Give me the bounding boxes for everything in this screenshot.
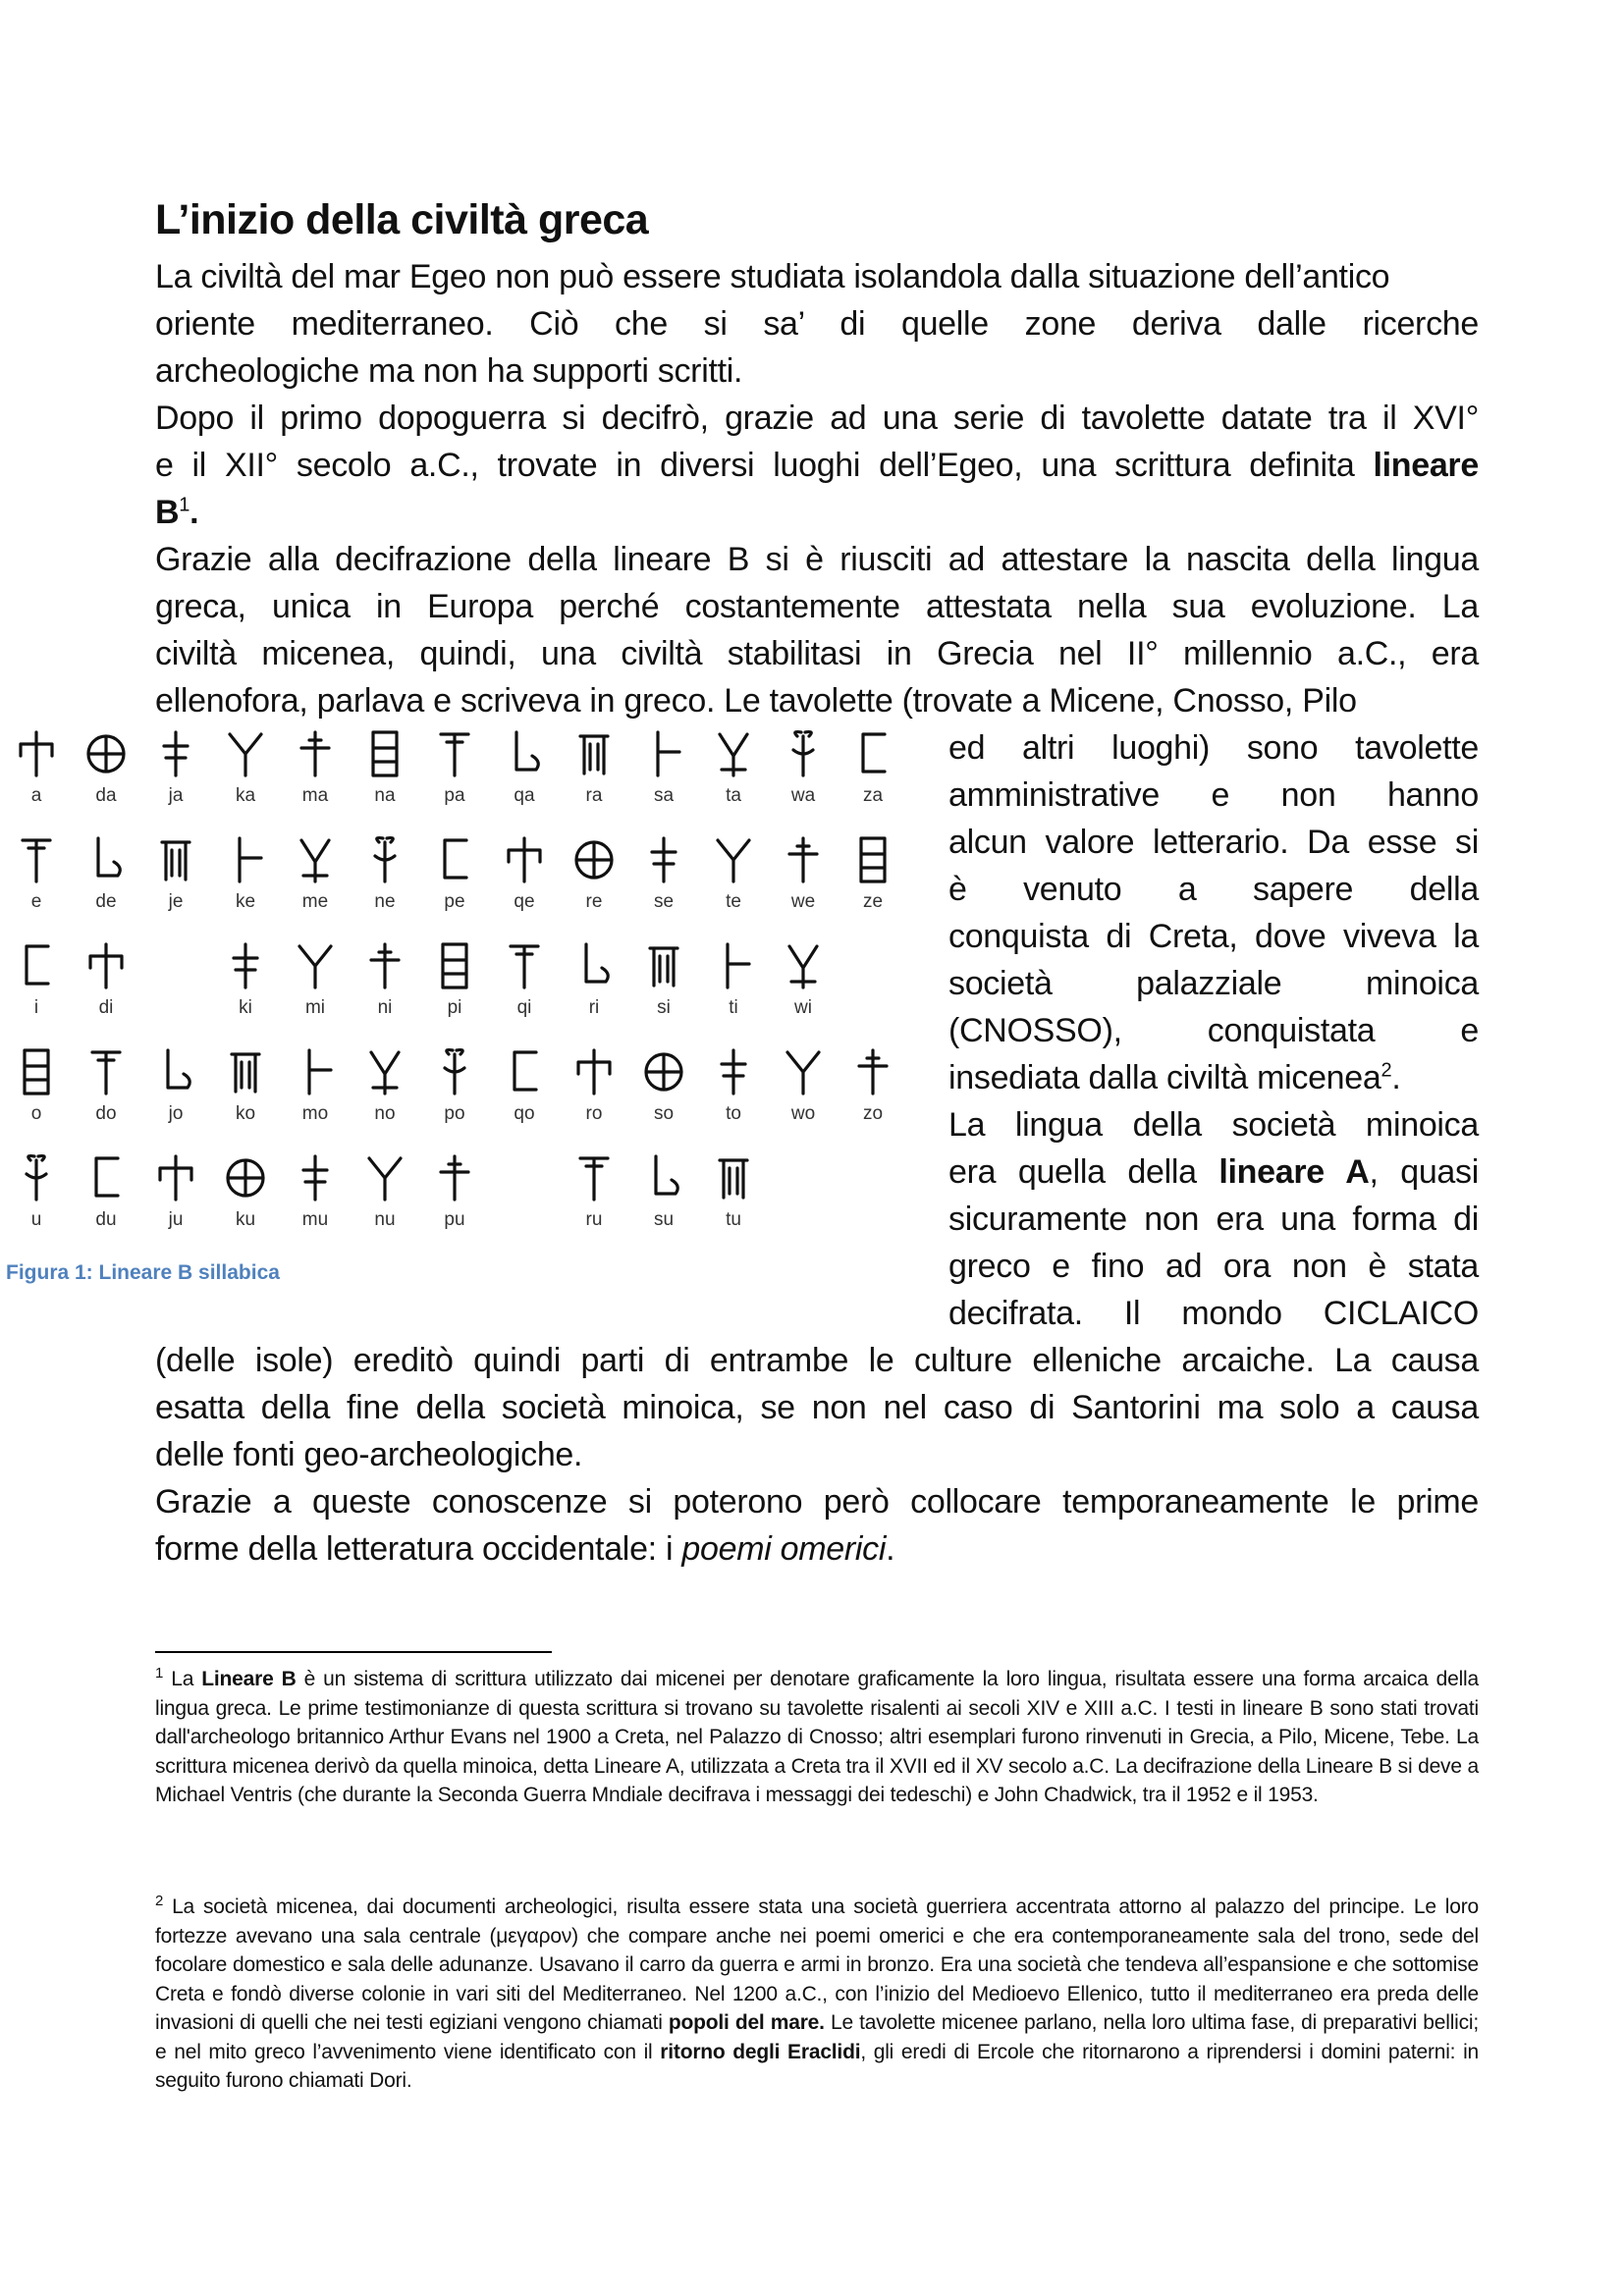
- paragraph-1-line-1: La civiltà del mar Egeo non può essere studiata isolandola dalla situazione dell’antico: [155, 258, 1390, 295]
- syllable-ka: [211, 726, 280, 807]
- syllable-glyph-icon: [211, 1150, 280, 1205]
- syllable-glyph-icon: [839, 832, 907, 887]
- syllable-glyph-icon: [699, 1044, 768, 1099]
- syllable-na: [351, 726, 419, 807]
- syllable-glyph-icon: [560, 1044, 628, 1099]
- syllable-label: wo: [790, 1103, 816, 1124]
- syllable-glyph-icon: [560, 726, 628, 781]
- syllable-glyph-icon: [490, 832, 559, 887]
- paragraph-3-narrow-13: decifrata. Il mondo CICLAICO: [948, 1295, 1479, 1332]
- footnote-separator: [155, 1651, 552, 1653]
- syllable-label: to: [726, 1103, 741, 1124]
- syllable-label: jo: [168, 1103, 184, 1124]
- syllable-ti: [699, 938, 768, 1019]
- syllable-glyph-icon: [211, 938, 280, 993]
- lineare-b-term: lineare: [1373, 447, 1479, 484]
- syllable-sa: [629, 726, 698, 807]
- syllable-je: [141, 832, 210, 913]
- syllable-label: ja: [168, 785, 184, 806]
- syllable-nu: [351, 1150, 419, 1231]
- paragraph-3-narrow-10: era quella della lineare A, quasi: [948, 1153, 1479, 1191]
- syllable-label: ki: [239, 997, 252, 1018]
- syllable-label: ju: [168, 1209, 184, 1230]
- footnote-ref-2[interactable]: 2: [1380, 1059, 1392, 1082]
- syllable-glyph-icon: [839, 726, 907, 781]
- syllable-label: di: [98, 997, 114, 1018]
- syllable-u: [2, 1150, 71, 1231]
- paragraph-3-narrow-11: sicuramente non era una forma di: [948, 1201, 1479, 1238]
- syllable-qe: [490, 832, 559, 913]
- syllable-su: [629, 1150, 698, 1231]
- syllable-label: tu: [726, 1209, 741, 1230]
- syllable-mo: [281, 1044, 350, 1125]
- syllable-glyph-icon: [699, 832, 768, 887]
- syllable-label: so: [653, 1103, 675, 1124]
- syllable-qo: [490, 1044, 559, 1125]
- syllable-label: wa: [790, 785, 816, 806]
- syllable-glyph-icon: [141, 726, 210, 781]
- paragraph-1-line-3: archeologiche ma non ha supporti scritti.: [155, 352, 743, 390]
- syllable-ko: [211, 1044, 280, 1125]
- syllable-label: do: [95, 1103, 117, 1124]
- syllable-glyph-icon: [560, 1150, 628, 1205]
- syllable-glyph-icon: [420, 1150, 489, 1205]
- syllable-glyph-icon: [490, 726, 559, 781]
- paragraph-3-wide-1: (delle isole) ereditò quindi parti di entrambe le culture elleniche arcaiche. La causa: [155, 1342, 1479, 1379]
- paragraph-3-narrow-5: conquista di Creta, dove viveva la: [948, 918, 1479, 955]
- syllable-to: [699, 1044, 768, 1125]
- syllable-glyph-icon: [699, 938, 768, 993]
- syllable-no: [351, 1044, 419, 1125]
- syllable-glyph-icon: [2, 726, 71, 781]
- syllable-o: [2, 1044, 71, 1125]
- lineare-a-term: lineare A: [1218, 1153, 1370, 1191]
- syllable-glyph-icon: [560, 832, 628, 887]
- syllable-glyph-icon: [490, 938, 559, 993]
- syllable-ru: [560, 1150, 628, 1231]
- syllable-label: mo: [301, 1103, 329, 1124]
- syllable-glyph-icon: [281, 1044, 350, 1099]
- paragraph-2-line-2: e il XII° secolo a.C., trovate in diversi luoghi dell’Egeo, una scrittura definita lineare: [155, 447, 1479, 484]
- syllable-label: qe: [514, 891, 535, 912]
- syllable-glyph-icon: [490, 1044, 559, 1099]
- syllable-tu: [699, 1150, 768, 1231]
- syllable-label: ku: [235, 1209, 256, 1230]
- footnote-1: $^1$ La Lineare B è un sistema di scrittura utilizzato dai micenei per denotare graficamente la loro lingua, risultata essere una forma arcaica della lingua greca. Le prime testimonianze di questa scrittura si trovano su tavolette risalenti ai secoli XIV e XIII a.C. I testi in lineare B sono stati trovati dall'archeologo britannico Arthur Evans nel 1900 a Creta, nel Palazzo di Cnosso; altri esemplari furono rinvenuti in Grecia, a Pilo, Micene, Tebe. La scrittura micenea derivò da quella minoica, detta Lineare A, utilizzata a Creta tra il XVII ed il XV secolo a.C. La decifrazione della Lineare B si deve a Michael Ventris (che durante la Seconda Guerra Mndiale decifrava i messaggi dei tedeschi) e John Chadwick, tra il 1952 e il 1953.: [155, 1665, 1479, 1806]
- syllable-glyph-icon: [420, 832, 489, 887]
- paragraph-3-narrow-7: (CNOSSO), conquistata e: [948, 1012, 1479, 1049]
- syllable-da: [72, 726, 140, 807]
- syllable-glyph-icon: [2, 938, 71, 993]
- paragraph-2-line-3: $B^1$.: [155, 494, 199, 531]
- syllable-label: nu: [374, 1209, 396, 1230]
- syllable-glyph-icon: [560, 938, 628, 993]
- syllable-do: [72, 1044, 140, 1125]
- syllable-glyph-icon: [629, 1044, 698, 1099]
- paragraph-4-line-2: forme della letteratura occidentale: i poemi omerici.: [155, 1530, 895, 1568]
- syllable-glyph-icon: [72, 832, 140, 887]
- syllable-label: mi: [304, 997, 326, 1018]
- syllable-ra: [560, 726, 628, 807]
- syllable-glyph-icon: [629, 938, 698, 993]
- syllable-re: [560, 832, 628, 913]
- syllable-glyph-icon: [141, 832, 210, 887]
- syllable-label: we: [790, 891, 816, 912]
- syllable-glyph-icon: [72, 1044, 140, 1099]
- syllable-label: ro: [585, 1103, 603, 1124]
- syllable-label: re: [585, 891, 603, 912]
- syllable-glyph-icon: [420, 1044, 489, 1099]
- syllable-mu: [281, 1150, 350, 1231]
- syllable-label: za: [862, 785, 884, 806]
- syllable-wi: [769, 938, 838, 1019]
- syllable-glyph-icon: [769, 726, 838, 781]
- footnote-2: $^2$ La società micenea, dai documenti archeologici, risulta essere stata una società guerriera accentrata attorno al palazzo del principe. Le loro fortezze avevano una sala centrale (μεγαρον) che compare anche nei poemi omerici e che era contemporaneamente sala del trono, sede del focolare domestico e sala delle adunanze. Usavano il carro da guerra e armi in bronzo. Era una società che tendeva all’espansione e che sottomise Creta e fondò diverse colonie in vari siti del Mediterraneo. Nel 1200 a.C., con l’inizio del Medioevo Ellenico, tutto il mediterraneo era preda delle invasioni di quelli che nei testi egiziani vengono chiamati popoli del mare. Le tavolette micenee parlano, nella loro ultima fase, di preparativi bellici; e nel mito greco l’avvenimento viene identificato con il ritorno degli Eraclidi, gli eredi di Ercole che ritornarono a riprendersi i domini paterni: in seguito furono chiamati Dori.: [155, 1893, 1480, 2092]
- syllable-glyph-icon: [351, 1044, 419, 1099]
- syllable-glyph-icon: [211, 832, 280, 887]
- syllable-label: i: [33, 997, 39, 1018]
- syllable-label: te: [726, 891, 741, 912]
- syllable-glyph-icon: [281, 1150, 350, 1205]
- syllable-ke: [211, 832, 280, 913]
- linear-b-syllabary-figure: [0, 726, 923, 1276]
- syllable-pi: [420, 938, 489, 1019]
- syllable-label: e: [30, 891, 42, 912]
- syllable-label: du: [95, 1209, 117, 1230]
- syllable-glyph-icon: [420, 726, 489, 781]
- syllable-label: su: [653, 1209, 675, 1230]
- paragraph-3-narrow-3: alcun valore letterario. Da esse si: [948, 824, 1479, 861]
- paragraph-3-narrow-1: ed altri luoghi) sono tavolette: [948, 729, 1479, 767]
- paragraph-3-narrow-9: La lingua della società minoica: [948, 1106, 1479, 1144]
- syllable-te: [699, 832, 768, 913]
- paragraph-3-narrow-12: greco e fino ad ora non è stata: [948, 1248, 1479, 1285]
- syllable-label: zo: [862, 1103, 884, 1124]
- syllable-pe: [420, 832, 489, 913]
- syllable-glyph-icon: [351, 832, 419, 887]
- paragraph-3-wide-2: esatta della fine della società minoica, se non nel caso di Santorini ma solo a causa: [155, 1389, 1479, 1426]
- syllable-label: na: [374, 785, 396, 806]
- syllable-glyph-icon: [351, 938, 419, 993]
- syllable-ku: [211, 1150, 280, 1231]
- paragraph-4-line-1: Grazie a queste conoscenze si poterono però collocare temporaneamente le prime: [155, 1483, 1479, 1521]
- syllable-de: [72, 832, 140, 913]
- syllable-ro: [560, 1044, 628, 1125]
- syllable-glyph-icon: [281, 832, 350, 887]
- syllable-glyph-icon: [2, 832, 71, 887]
- syllable-label: wi: [794, 997, 812, 1018]
- syllable-se: [629, 832, 698, 913]
- syllable-glyph-icon: [629, 726, 698, 781]
- syllable-ki: [211, 938, 280, 1019]
- page-title: L’inizio della civiltà greca: [155, 196, 649, 243]
- syllable-e: [2, 832, 71, 913]
- syllable-glyph-icon: [769, 832, 838, 887]
- syllable-zo: [839, 1044, 907, 1125]
- syllable-a: [2, 726, 71, 807]
- syllable-glyph-icon: [141, 1150, 210, 1205]
- syllable-ma: [281, 726, 350, 807]
- syllable-glyph-icon: [351, 726, 419, 781]
- paragraph-3-narrow-2: amministrative e non hanno: [948, 776, 1479, 814]
- syllable-label: ka: [235, 785, 256, 806]
- syllable-glyph-icon: [839, 1044, 907, 1099]
- syllable-ja: [141, 726, 210, 807]
- syllable-di: [72, 938, 140, 1019]
- syllable-label: ke: [235, 891, 256, 912]
- syllable-label: qo: [514, 1103, 535, 1124]
- syllable-glyph-icon: [351, 1150, 419, 1205]
- syllable-we: [769, 832, 838, 913]
- syllable-so: [629, 1044, 698, 1125]
- syllable-label: ni: [377, 997, 393, 1018]
- syllable-me: [281, 832, 350, 913]
- syllable-glyph-icon: [281, 938, 350, 993]
- figure-caption: Figura 1: Lineare B sillabica: [6, 1261, 280, 1284]
- paragraph-3-narrow-6: società palazziale minoica: [948, 965, 1479, 1002]
- syllable-label: no: [374, 1103, 396, 1124]
- syllable-label: o: [30, 1103, 42, 1124]
- syllable-wa: [769, 726, 838, 807]
- paragraph-1-line-2: oriente mediterraneo. Ciò che si sa’ di quelle zone deriva dalle ricerche: [155, 305, 1479, 343]
- syllable-label: ne: [374, 891, 396, 912]
- syllable-glyph-icon: [420, 938, 489, 993]
- syllable-label: pe: [444, 891, 465, 912]
- syllable-mi: [281, 938, 350, 1019]
- syllable-glyph-icon: [72, 1150, 140, 1205]
- paragraph-3-line-4: ellenofora, parlava e scriveva in greco. Le tavolette (trovate a Micene, Cnosso, Pilo: [155, 682, 1357, 720]
- syllable-glyph-icon: [2, 1150, 71, 1205]
- syllable-glyph-icon: [141, 1044, 210, 1099]
- syllable-qa: [490, 726, 559, 807]
- syllable-jo: [141, 1044, 210, 1125]
- syllable-pa: [420, 726, 489, 807]
- syllable-label: ra: [585, 785, 603, 806]
- syllable-glyph-icon: [211, 1044, 280, 1099]
- syllable-glyph-icon: [2, 1044, 71, 1099]
- syllable-du: [72, 1150, 140, 1231]
- syllable-label: se: [653, 891, 675, 912]
- syllable-glyph-icon: [769, 938, 838, 993]
- paragraph-3-narrow-8: insediata dalla civiltà micenea$^2$.: [948, 1059, 1401, 1096]
- syllable-ni: [351, 938, 419, 1019]
- syllable-label: qa: [514, 785, 535, 806]
- syllable-label: pu: [444, 1209, 465, 1230]
- paragraph-3-line-1: Grazie alla decifrazione della lineare B si è riusciti ad attestare la nascita della lingua: [155, 541, 1479, 578]
- syllable-ta: [699, 726, 768, 807]
- syllable-glyph-icon: [72, 938, 140, 993]
- syllable-po: [420, 1044, 489, 1125]
- syllable-label: ko: [235, 1103, 256, 1124]
- syllable-glyph-icon: [699, 1150, 768, 1205]
- paragraph-3-line-2: greca, unica in Europa perché costantemente attestata nella sua evoluzione. La: [155, 588, 1479, 625]
- syllable-glyph-icon: [72, 726, 140, 781]
- syllable-si: [629, 938, 698, 1019]
- syllable-ne: [351, 832, 419, 913]
- syllable-glyph-icon: [769, 1044, 838, 1099]
- syllable-pu: [420, 1150, 489, 1231]
- syllable-ze: [839, 832, 907, 913]
- footnote-ref-1[interactable]: 1: [179, 494, 190, 516]
- syllable-label: ma: [301, 785, 329, 806]
- paragraph-3-wide-3: delle fonti geo-archeologiche.: [155, 1436, 583, 1473]
- syllable-glyph-icon: [629, 832, 698, 887]
- syllable-ju: [141, 1150, 210, 1231]
- syllable-ri: [560, 938, 628, 1019]
- syllable-label: mu: [301, 1209, 329, 1230]
- syllable-label: ru: [585, 1209, 603, 1230]
- syllable-wo: [769, 1044, 838, 1125]
- syllable-label: ze: [862, 891, 884, 912]
- syllable-label: je: [168, 891, 184, 912]
- syllable-label: pa: [444, 785, 465, 806]
- syllable-label: pi: [447, 997, 462, 1018]
- syllable-label: sa: [653, 785, 675, 806]
- syllable-glyph-icon: [211, 726, 280, 781]
- syllable-label: qi: [516, 997, 532, 1018]
- syllable-label: u: [30, 1209, 42, 1230]
- syllable-label: da: [95, 785, 117, 806]
- syllable-za: [839, 726, 907, 807]
- paragraph-3-line-3: civiltà micenea, quindi, una civiltà stabilitasi in Grecia nel II° millennio a.C., era: [155, 635, 1479, 672]
- syllable-glyph-icon: [699, 726, 768, 781]
- syllable-glyph-icon: [281, 726, 350, 781]
- syllable-label: a: [30, 785, 42, 806]
- syllable-label: po: [444, 1103, 465, 1124]
- paragraph-3-narrow-4: è venuto a sapere della: [948, 871, 1479, 908]
- syllable-label: ri: [588, 997, 600, 1018]
- syllable-i: [2, 938, 71, 1019]
- syllable-label: me: [301, 891, 329, 912]
- syllable-glyph-icon: [629, 1150, 698, 1205]
- poemi-omerici-term: poemi omerici: [681, 1530, 887, 1568]
- syllable-label: ta: [726, 785, 741, 806]
- syllable-label: si: [657, 997, 671, 1018]
- syllable-label: de: [95, 891, 117, 912]
- syllable-label: ti: [729, 997, 738, 1018]
- paragraph-2-line-1: Dopo il primo dopoguerra si decifrò, grazie ad una serie di tavolette datate tra il XVI°: [155, 400, 1479, 437]
- syllable-qi: [490, 938, 559, 1019]
